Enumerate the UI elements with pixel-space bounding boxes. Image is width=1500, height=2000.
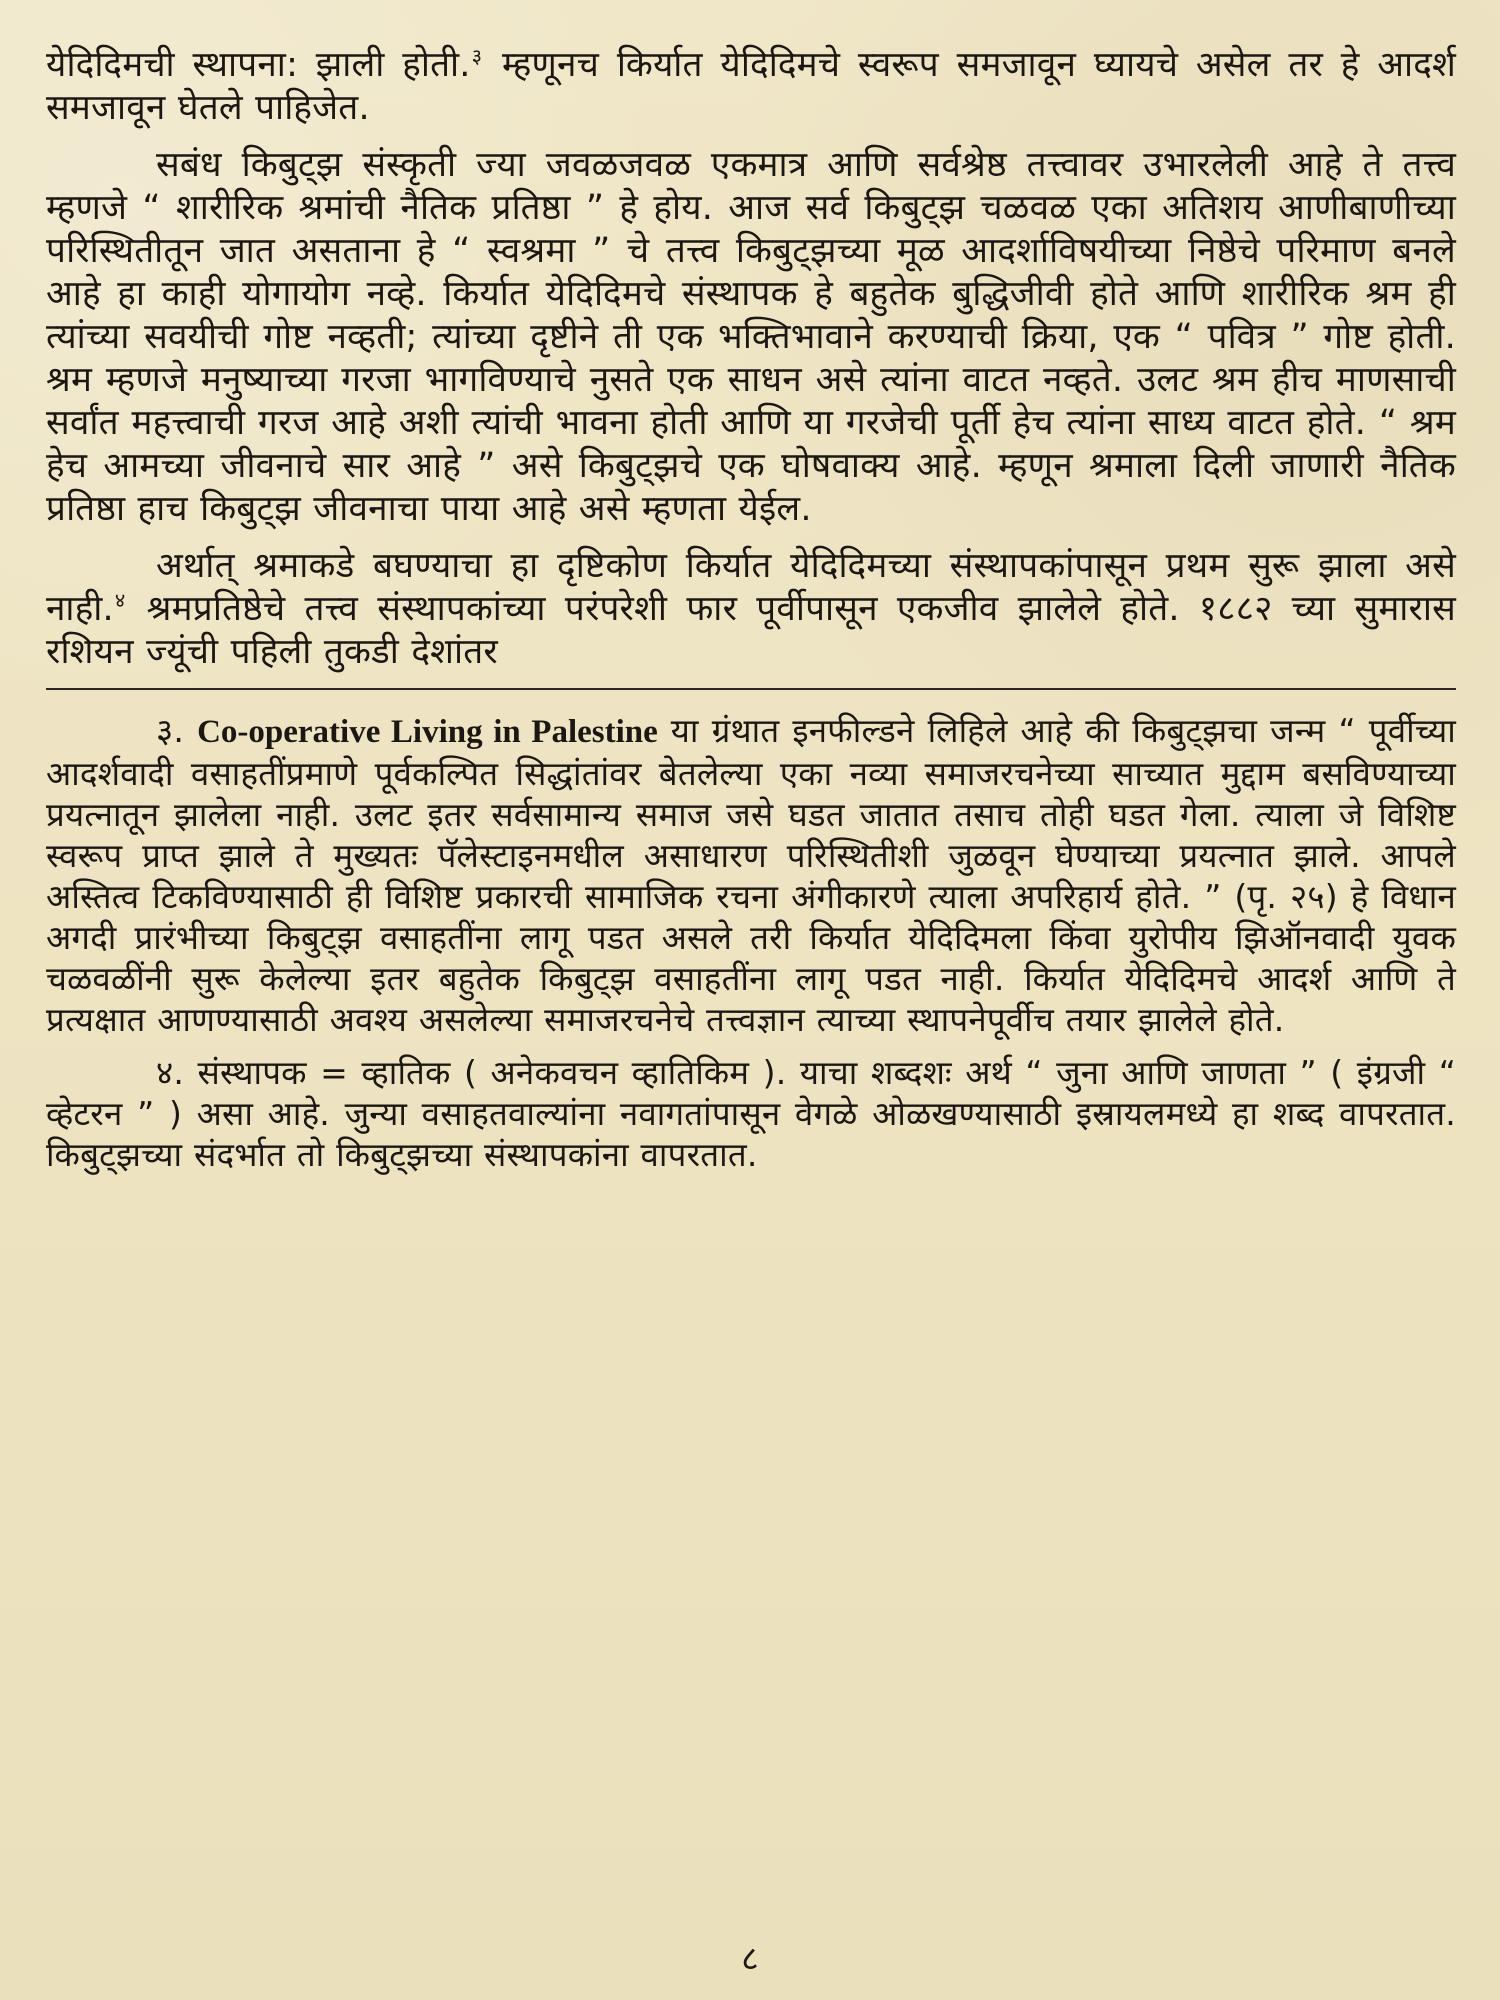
- main-paragraph-3: [46, 545, 1456, 674]
- footnote-marker-3: ३: [471, 44, 483, 69]
- footnote-4-prefix: ४.: [156, 1053, 185, 1092]
- footnotes-section: [46, 710, 1456, 1175]
- footnote-3-text: या ग्रंथात इनफील्डने लिहिले आहे की किबुट्झचा जन्म “ पूर्वीच्या आदर्शवादी वसाहतींप्रमाणे पूर्वकल्पित सिद्धांतांवर बेतलेल्या एका नव्या समाजरचनेच्या साच्यात मुद्दाम बसविण्याच्या प्रयत्नातून झालेला नाही. उलट इतर सर्वसामान्य समाज जसे घडत जातात तसाच तोही घडत गेला. त्याला जे विशिष्ट स्वरूप प्राप्त झाले ते मुख्यतः पॅलेस्टाइनमधील असाधारण परिस्थितीशी जुळवून घेण्याच्या प्रयत्नात झाले. आपले अस्तित्व टिकविण्यासाठी ही विशिष्ट प्रकारची सामाजिक रचना अंगीकारणे त्याला अपरिहार्य होते. ” (पृ. २५) हे विधान अगदी प्रारंभीच्या किबुट्झ वसाहतींना लागू पडत असले तरी किर्यात येदिदिमला किंवा युरोपीय झिऑनवादी युवक चळवळींनी सुरू केलेल्या इतर बहुतेक किबुट्झ वसाहतींना लागू पडत नाही. किर्यात येदिदिमचे आदर्श आणि ते प्रत्यक्षात आणण्यासाठी अवश्य असलेल्या समाजरचनेचे तत्त्वज्ञान त्याच्या स्थापनेपूर्वीच तयार झालेले होते.: [46, 711, 1456, 1039]
- footnote-marker-4: ४: [114, 588, 126, 613]
- page-number: ८: [741, 1939, 759, 1979]
- footnote-4: [46, 1052, 1456, 1175]
- footnote-3: [46, 710, 1456, 1040]
- main-paragraph-1-part2: म्हणूनच किर्यात येदिदिमचे स्वरूप समजावून घ्यायचे असेल तर हे आदर्श समजावून घेतले पाहिजेत.: [46, 45, 1456, 128]
- main-paragraph-3-part1: अर्थात् श्रमाकडे बघण्याचा हा दृष्टिकोण किर्यात येदिदिमच्या संस्थापकांपासून प्रथम सुरू झाला असे नाही.: [46, 546, 1456, 629]
- main-paragraph-3-part2: श्रमप्रतिष्ठेचे तत्त्व संस्थापकांच्या परंपरेशी फार पूर्वीपासून एकजीव झालेले होते. १८८२ च्या सुमारास रशियन ज्यूंची पहिली तुकडी देशांतर: [46, 589, 1456, 672]
- main-paragraph-1-part1: येदिदिमची स्थापना: झाली होती.: [46, 45, 471, 85]
- footnote-4-text: संस्थापक = व्हातिक ( अनेकवचन व्हातिकिम ). याचा शब्दशः अर्थ “ जुना आणि जाणता ” ( इंग्रजी “ व्हेटरन ” ) असा आहे. जुन्या वसाहतवाल्यांना नवागतांपासून वेगळे ओळखण्यासाठी इस्रायलमध्ये हा शब्द वापरतात. किबुट्झच्या संदर्भात तो किबुट्झच्या संस्थापकांना वापरतात.: [46, 1053, 1456, 1174]
- footnote-3-book-title: Co-operative Living in Palestine: [197, 714, 658, 750]
- footnote-divider: [46, 688, 1456, 690]
- main-paragraph-2: सबंध किबुट्झ संस्कृती ज्या जवळजवळ एकमात्र आणि सर्वश्रेष्ठ तत्त्वावर उभारलेली आहे ते तत्त्व म्हणजे “ शारीरिक श्रमांची नैतिक प्रतिष्ठा ” हे होय. आज सर्व किबुट्झ चळवळ एका अतिशय आणीबाणीच्या परिस्थितीतून जात असताना हे “ स्वश्रमा ” चे तत्त्व किबुट्झच्या मूळ आदर्शाविषयीच्या निष्ठेचे परिमाण बनले आहे हा काही योगायोग नव्हे. किर्यात येदिदिमचे संस्थापक हे बहुतेक बुद्धिजीवी होते आणि शारीरिक श्रम ही त्यांच्या सवयीची गोष्ट नव्हती; त्यांच्या दृष्टीने ती एक भक्तिभावाने करण्याची क्रिया, एक “ पवित्र ” गोष्ट होती. श्रम म्हणजे मनुष्याच्या गरजा भागविण्याचे नुसते एक साधन असे त्यांना वाटत नव्हते. उलट श्रम हीच माणसाची सर्वांत महत्त्वाची गरज आहे अशी त्यांची भावना होती आणि या गरजेची पूर्ती हेच त्यांना साध्य वाटत होते. “ श्रम हेच आमच्या जीवनाचे सार आहे ” असे किबुट्झचे एक घोषवाक्य आहे. म्हणून श्रमाला दिली जाणारी नैतिक प्रतिष्ठा हाच किबुट्झ जीवनाचा पाया आहे असे म्हणता येईल.: [46, 145, 1456, 529]
- main-text-block: [46, 44, 1456, 1175]
- main-paragraph-1: [46, 44, 1456, 130]
- footnote-3-prefix: ३.: [156, 711, 185, 750]
